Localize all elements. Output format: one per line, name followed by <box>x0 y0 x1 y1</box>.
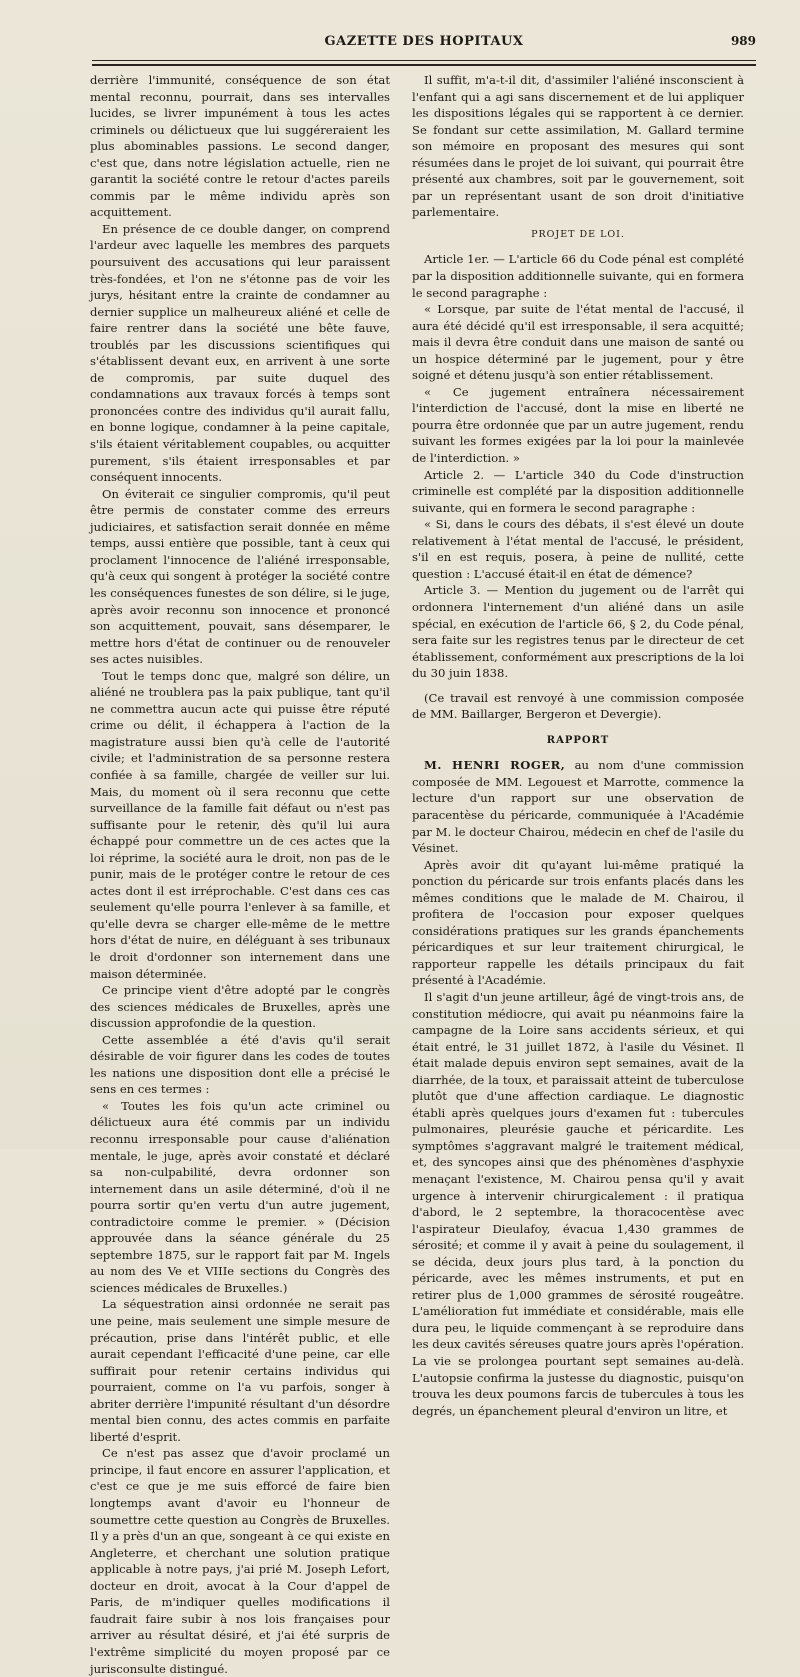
paragraph: Tout le temps donc que, malgré son délire, un aliéné ne troublera pas la paix publique, tant qu'il ne commettra aucun acte qui puisse être réputé crime ou délit, il échappera à l'action de la magistrature aussi bien qu'à celle de l'autorité civile; et l'administration de sa personne restera confiée à sa famille, chargée de veiller sur lui. Mais, du moment où il sera reconnu que cette surveillance de la famille fait défaut ou n'est pas suffisante pour le retenir, dès qu'il lui aura échappé pour commettre un de ces actes que la loi réprime, la société aura le droit, non pas de le punir, mais de le protéger contre le retour de ces actes dont il est irréprochable. C'est dans ces cas seulement qu'elle pourra l'enlever à sa famille, et qu'elle devra se charger elle-même de le mettre hors d'état de nuire, en déléguant à ses tribunaux le droit d'ordonner son internement dans une maison déterminée. <box>90 668 390 981</box>
rapport-intro-text: au nom d'une commission composée de MM. Legouest et Marrotte, commence la lecture d'un rapport sur une observation de paracentèse du péricarde, communiquée à l'Académie par M. le docteur Chairou, médecin en chef de l'asile du Vésinet. <box>412 758 744 856</box>
header-rule-double <box>92 64 756 66</box>
article-paragraph: « Lorsque, par suite de l'état mental de l'accusé, il aura été décidé qu'il est irresponsable, il sera acquitté; mais il devra être conduit dans une maison de santé ou un hospice déterminé par le jugement, pour y être soigné et détenu jusqu'à son entier rétablissement. <box>412 302 744 383</box>
paragraph: En présence de ce double danger, on comprend l'ardeur avec laquelle les membres des parquets poursuivent des accusations qui leur paraissent très-fondées, et l'on ne s'étonne pas de voir les jurys, hésitant entre la crainte de condamner au dernier supplice un malheureux aliéné et celle de faire rentrer dans la société une bête fauve, troublés par les discussions scientifiques qui s'établissent devant eux, en arrivent à une sorte de compromis, par suite duquel des condamnations aux travaux forcés à temps sont prononcées contre des individus qu'il aurait fallu, en bonne logique, condamner à la peine capitale, s'ils étaient véritablement coupables, ou acquitter purement, s'ils étaient irresponsables et par conséquent innocents. <box>90 221 390 485</box>
rapport-paragraph <box>412 757 744 856</box>
header-rule <box>92 60 756 61</box>
section-heading-rapport: RAPPORT <box>546 734 610 746</box>
page-number: 989 <box>730 34 756 48</box>
article-paragraph: Article 3. — Mention du jugement ou de l'arrêt qui ordonnera l'internement d'un aliéné dans un asile spécial, en exécution de l'article 66, § 2, du Code pénal, sera faite sur les registres tenus par le directeur de cet établissement, conformément aux prescriptions de la loi du 30 juin 1838. <box>412 583 744 681</box>
rapport-paragraph: Il s'agit d'un jeune artilleur, âgé de vingt-trois ans, de constitution médiocre, qui avait pu néanmoins faire la campagne de la Loire sans accidents sérieux, et qui était entré, le 31 juillet 1872, à l'asile du Vésinet. Il était malade depuis environ sept semaines, avait de la diarrhée, de la toux, et paraissait atteint de tuberculose plutôt que d'une affection cardiaque. Le diagnostic établi après quelques jours d'examen fut : tubercules pulmonaires, pleurésie gauche et péricardite. Les symptômes s'aggravant malgré le traitement médical, et, des syncopes ainsi que des phénomènes d'asphyxie menaçant l'existence, M. Chairou pensa qu'il y avait urgence à intervenir chirurgicalement : il pratiqua d'abord, le 2 septembre, la thoracocentèse avec l'aspirateur Dieulafoy, évacua 1,430 grammes de sérosité; et comme il y avait à peine du soulagement, il se décida, deux jours plus tard, à la ponction du péricarde, avec les mêmes instruments, et put en retirer plus de 1,000 grammes de sérosité rougeâtre. L'amélioration fut immédiate et considérable, mais elle dura peu, le liquide commençant à se reproduire dans les deux cavités séreuses quatre jours après l'opération. La vie se prolongea pourtant sept semaines au-delà. L'autopsie confirma la justesse du diagnostic, puisqu'on trouva les deux poumons farcis de tubercules à tous les degrés, un épanchement pleural d'environ un litre, et <box>412 989 744 1418</box>
article-paragraph: « Ce jugement entraînera nécessairement l'interdiction de l'accusé, dont la mise en liberté ne pourra être ordonnée que par un autre jugement, rendu suivant les formes exigées par la loi pour la mainlevée de l'interdiction. » <box>412 384 744 466</box>
paragraph: Il suffit, m'a-t-il dit, d'assimiler l'aliéné insconscient à l'enfant qui a agi sans discernement et de lui appliquer les dispositions légales qui se rapportent à ce dernier. Se fondant sur cette assimilation, M. Gallard termine son mémoire en proposant des mesures qui sont résumées dans le projet de loi suivant, qui pourrait être présenté aux chambres, soit par le gouvernement, soit par un représentant usant de son droit d'initiative parlementaire. <box>412 73 744 220</box>
page-header <box>92 34 756 56</box>
rapport-paragraph: Après avoir dit qu'ayant lui-même pratiqué la ponction du péricarde sur trois enfants placés dans les mêmes conditions que le malade de M. Chairou, il profitera de l'occasion pour exposer quelques considérations pratiques sur les grands épanchements péricardiques et sur leur traitement chirurgical, le rapporteur rappelle les détails principaux du fait présenté à l'Académie. <box>412 857 744 988</box>
article-paragraph: Article 2. — L'article 340 du Code d'instruction criminelle est complété par la disposition additionnelle suivante, qui en formera le second paragraphe : <box>412 467 744 515</box>
right-column <box>412 72 744 1419</box>
renvoi-note: (Ce travail est renvoyé à une commission composée de MM. Baillarger, Bergeron et Devergie). <box>412 690 744 722</box>
section-heading-projet: PROJET DE LOI. <box>531 228 625 240</box>
paragraph: derrière l'immunité, conséquence de son état mental reconnu, pourrait, dans ses intervalles lucides, se livrer impunément à tous les actes criminels ou délictueux que lui suggéreraient les plus abominables passions. Le second danger, c'est que, dans notre législation actuelle, rien ne garantit la société contre le retour d'actes pareils commis par le même individu après son acquittement. <box>90 73 390 220</box>
paragraph: La séquestration ainsi ordonnée ne serait pas une peine, mais seulement une simple mesure de précaution, prise dans l'intérêt public, et elle aurait cependant l'efficacité d'une peine, car elle suffirait pour retenir certains individus qui pourraient, comme on l'a vu parfois, songer à abriter derrière l'impunité résultant d'un désordre mental bien connu, des actes commis en parfaite liberté d'esprit. <box>90 1297 390 1444</box>
article-paragraph: « Si, dans le cours des débats, il s'est élevé un doute relativement à l'état mental de l'accusé, le président, s'il en est requis, posera, à peine de nullité, cette question : L'accusé était-il en état de démence? <box>412 517 744 581</box>
paragraph: Ce principe vient d'être adopté par le congrès des sciences médicales de Bruxelles, après une discussion approfondie de la question. <box>90 983 390 1031</box>
rapport-author: M. HENRI ROGER, <box>424 758 566 773</box>
paragraph: Cette assemblée a été d'avis qu'il serait désirable de voir figurer dans les codes de toutes les nations une disposition dont elle a précisé le sens en ces termes : <box>90 1032 390 1097</box>
paragraph: Ce n'est pas assez que d'avoir proclamé un principe, il faut encore en assurer l'application, et c'est ce que je me suis efforcé de faire bien longtemps avant d'avoir eu l'honneur de soumettre cette question au Congrès de Bruxelles. Il y a près d'un an que, songeant à ce qui existe en Angleterre, et cherchant une solution pratique applicable à notre pays, j'ai prié M. Joseph Lefort, docteur en droit, avocat à la Cour d'appel de Paris, de m'indiquer quelles modifications il faudrait faire subir à nos lois françaises pour arriver au résultat désiré, et j'ai été surpris de l'extrême simplicité du moyen proposé par ce jurisconsulte distingué. <box>90 1446 390 1676</box>
article-paragraph: Article 1er. — L'article 66 du Code pénal est complété par la disposition additionnelle suivante, qui en formera le second paragraphe : <box>412 252 744 300</box>
left-column <box>90 72 390 1677</box>
paragraph: On éviterait ce singulier compromis, qu'il peut être permis de constater comme des erreurs judiciaires, et satisfaction serait donnée en même temps, aussi entière que possible, tant à ceux qui proclament l'innocence de l'aliéné irresponsable, qu'à ceux qui songent à protéger la société contre les conséquences funestes de son délire, si le juge, après avoir reconnu son innocence et prononcé son acquittement, pouvait, sans désemparer, le mettre hors d'état de continuer ou de renouveler ses actes nuisibles. <box>90 486 390 667</box>
journal-title: GAZETTE DES HOPITAUX <box>324 34 524 49</box>
quoted-decision: « Toutes les fois qu'un acte criminel ou délictueux aura été commis par un individu reconnu irresponsable pour cause d'aliénation mentale, le juge, après avoir constaté et déclaré sa non-culpabilité, devra ordonner son internement dans un asile déterminé, d'où il ne pourra sortir qu'en vertu d'un autre jugement, contradictoire comme le premier. » (Décision approuvée dans la séance générale du 25 septembre 1875, sur le rapport fait par M. Ingels au nom des Ve et VIIIe sections du Congrès des sciences médicales de Bruxelles.) <box>90 1098 390 1295</box>
